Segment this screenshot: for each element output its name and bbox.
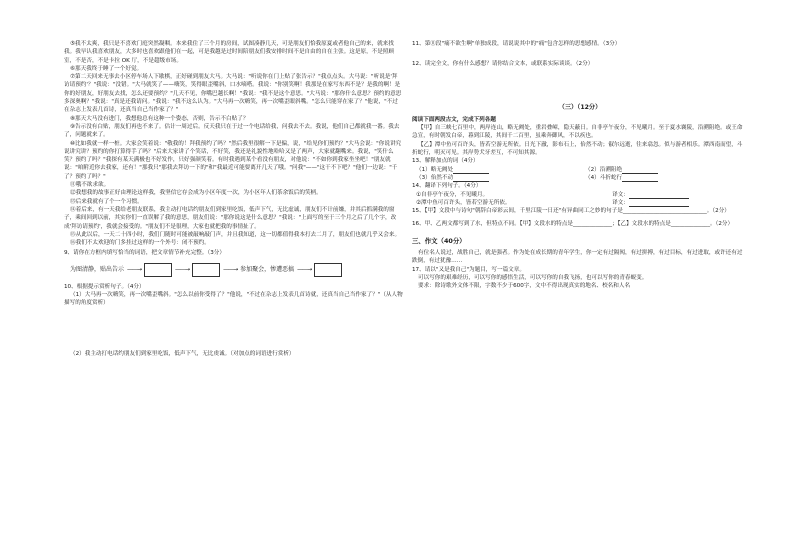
right-column bbox=[412, 40, 748, 291]
question-14: 14、翻译下列句子。（4分） bbox=[412, 183, 482, 190]
q14-item-2: ②潭中鱼可百许头，皆若空游无所依。 bbox=[416, 199, 511, 206]
answer-box-3[interactable] bbox=[314, 263, 342, 277]
q13-item-4: （4）斗折蛇行 bbox=[585, 174, 748, 182]
arrow-icon: ——→ bbox=[223, 265, 238, 273]
flow-mid-text: 参加聚会，惨遭恶搞 bbox=[240, 265, 295, 273]
story-paragraph-16: ⑯我们不太欢迎的门多挂过这样的一个外号：闭不预约。 bbox=[70, 240, 210, 247]
answer-blank[interactable] bbox=[629, 192, 689, 199]
answer-space-12[interactable] bbox=[412, 69, 748, 97]
story-paragraph-5: ⑤我不太爽，我只是不喜欢门庭突然凝咽。本来我住了三个月的房间，试图凑静几天，可是朋友们恰我原夏或者他自己的来，就来找我。我早认我喜欢朋友，大多时也喜欢跟他们在一起，可是我越是过时间陪朋友们我安排时间不是自由的自在主张。这是原，不是照顾室，不是否，不是卡拉 OK 厅，不是超级市场。 bbox=[64, 41, 395, 64]
answer-blank[interactable] bbox=[629, 200, 689, 207]
story-paragraph-9: ⑨告示没有白贴，朋友们再也不来了。估计一周过后。反天我只在于过一个电话给我，问我去不去。我说，他们自己都就我一番。我去了，问题就来了。 bbox=[64, 123, 400, 139]
story-paragraph-13: ⑬后来我就有了个一个习惯。 bbox=[70, 198, 143, 205]
question-16: 16、甲、乙两文都写到了水，但特点不同。【甲】文段水的特点是______________；【乙】文段水的特点是______________。（2分） bbox=[412, 221, 734, 228]
q14-item-1: ①自非亭午夜分，不见曦月。 bbox=[416, 191, 489, 198]
story-paragraph-14: ⑭着后来，有一天我给老朋友联系，我主动打电话约朋友们到家里吃饭，低声下气，无比虚诚，朋友们不计前嫌，并其后抓满我的窗子，乘间回到以前，其实你们一直误解了我的意思，朋友们说："那你说这是什么意思？"我说："上面写的至于三个月之后了几个字，改成'拜访请预约'，我就会接受的。"朋友们不是很理，大家也就把我的事情扯了。 bbox=[64, 206, 397, 230]
question-10-item-2: （2）我主动打电话约朋友们到家里吃饭，低声下气，无比虔诚。（对加点的词语进行赏析） bbox=[70, 350, 295, 357]
passage-yi: 【乙】潭中鱼可百许头，皆若空游无所依。日光下澈，影布石上，佁然不动；俶尔远逝，往来翕忽。似与游者相乐。潭西南而望，斗折蛇行，明灭可见。其岸势犬牙差互，不可知其源。 bbox=[412, 141, 743, 157]
answer-blank[interactable] bbox=[453, 167, 489, 174]
composition-intro: 有位名人说过，战胜自己，就是强者。作为处在成长期的青年学生，你一定有过隔阂，有过拼搏，有过目标，有过进取，或许还有过跌倒，有过犹豫…… bbox=[412, 250, 743, 265]
left-column bbox=[64, 40, 403, 358]
question-14-items bbox=[412, 191, 748, 208]
section-3-instruction: 阅读下面两段古文，完成下列各题 bbox=[412, 116, 496, 123]
answer-blank[interactable] bbox=[622, 175, 658, 182]
section-3-title: （三）（12分） bbox=[558, 103, 602, 111]
q14-label-2: 译文： bbox=[612, 199, 748, 207]
question-11: 11、第⑪段"痛不欲生啊"单独成段，请说说其中的"痛"包含怎样的思想感情。（3分） bbox=[412, 41, 621, 47]
composition-guidance: 可以写你的艰难经历，可以写你的感悟生活，可以写你的自我飞扬，也可以写你的青春蜕变。 bbox=[418, 274, 648, 281]
question-13-items bbox=[412, 166, 748, 183]
answer-box-2[interactable] bbox=[192, 263, 220, 277]
question-13: 13、解释加点的词（4分） bbox=[412, 158, 479, 165]
answer-blank[interactable] bbox=[453, 175, 489, 182]
composition-title: 三、作文（40分） bbox=[412, 236, 466, 245]
question-10: 10、根据提示赏析句子。（4分） bbox=[64, 283, 145, 290]
arrow-icon: ——→ bbox=[127, 265, 142, 273]
question-12: 12、读完全文，你有什么感想？请你结合文本，或联系实际谈谈。（2分） bbox=[412, 61, 594, 68]
story-paragraph-8: ⑧那天大马没有进门，我想他总有这种一个姿态，否则，告示不白贴了？ bbox=[70, 115, 249, 122]
q13-item-3: （3）佁然不动 bbox=[416, 174, 579, 182]
story-paragraph-15: ⑮从此以后，一天二十四小时，我们门随时可能被敲响敲门声，并且我知道，这一切都值得我本打去二月了，朋友们也就几乎又会来。 bbox=[70, 231, 401, 238]
story-paragraph-12: ⑫我想我的故事正好由理论这样我，我坚信它存会成为小区年度一次，为小区年人们茶余饭后的笑柄。 bbox=[70, 190, 322, 197]
arrow-icon: ——→ bbox=[297, 265, 312, 273]
passage-jia: 【甲】自三峡七百里中，两岸连山，略无阙处，重岩叠嶂，隐天蔽日。自非亭午夜分，不见曦月。至于夏水襄陵，沿溯阻绝。或王命急宣，有时朝发白帝，暮到江陵，其间千二百里，虽乘奔御风，不以疾也。 bbox=[412, 125, 743, 140]
question-9: 9、请你在方框内填写恰当的词语，把文章情节补充完整。（3分） bbox=[64, 250, 225, 257]
story-paragraph-10: ⑩比如我就一样一桩。大家会笑着说："敬我的！拜我预约了吗？"然后我里很解一下是偏，说，"给见你们预约？"大马会说："你说讲究说讲究讲？预约的你打算得手了吗？"后来大家讲了个笑话，不好笑，我还是礼貌性地哈哈又是了两声，大家就翻嘴来。我说，"笑什么笑？预约了吗？"我探有某天满极也不好发作，只好强颜笑着。有时我遇到某个看没有朋友，对他说："不如你到我家坐坐吧！"朋友就说："咱附近你去我家，还有！"那我只"那我去拜访一下的"和"我最近可能要离开几天了哦。"问我"——"这干不下吧？"他们一边说："千了？预约了吗？" bbox=[64, 140, 402, 180]
flow-start-text: 为图清静，贴出告示 bbox=[70, 265, 125, 273]
composition-requirements: 要求：除诗歌外文体不限，字数不少于600字，文中不得出现真实的地名、校名和人名 bbox=[418, 283, 631, 290]
answer-space-10-1[interactable] bbox=[64, 308, 403, 350]
question-15: 15、【甲】文段中与诗句"朝辞白帝彩云间，千里江陵一日还"有异曲同工之妙的句子是______________________________。（2分） bbox=[412, 208, 730, 215]
q14-label-1: 译文： bbox=[612, 191, 748, 199]
answer-space-11[interactable] bbox=[412, 48, 748, 60]
q13-item-2: （2）沿溯阻绝 bbox=[585, 166, 748, 174]
plot-flow bbox=[70, 263, 403, 277]
arrow-icon: ——→ bbox=[175, 265, 190, 273]
answer-box-1[interactable] bbox=[144, 263, 172, 277]
question-10-item-1: （1）大马再一次嗨笑，再一次嘴歪嘴斜。"怎么以前你受得了？"他说，"不过在杂志上发表几首诗就，还真当自己当作家了？"（从人物描写的角度赏析） bbox=[64, 292, 403, 307]
story-paragraph-6: ⑥那天我终于睡了一个好觉。 bbox=[70, 65, 143, 72]
story-paragraph-7: ⑦第二天回来无事去小区停车场人下歇棋，正好碰到朋友大马。大马说："听说你在门上贴了张告示？"我点点头。大马说："听说是'拜访请预约'？"我说："没错。"大马就笑了——嗨笑，笑得眼歪嘴斜，口水嘀嗒。我说："你别笑啊！我那是在家写东西不是？是我的啊！是你的好朋友，好朋友去找，怎么还要预约？"几天不见，你嘴巴越长啊！"我说："我不是这个意思。"大马说："那你什么意思？预约的意思多深奥啊？"我说："真是还我请问。"我说："我不这么认为。"大马再一次嗨笑，再一次嘴歪眼斜嘴。"怎么只能穿在家了？"他说，"不过在杂志上发表几首诗，还真当自己当作家了？" bbox=[64, 74, 402, 114]
story-paragraph-11: ⑪哦不欲求欲。 bbox=[70, 182, 110, 189]
question-17: 17、请以"又是我自己"为题目，写一篇文章。 bbox=[412, 266, 525, 273]
q13-item-1: （1）略无阙处 bbox=[416, 166, 579, 174]
answer-blank[interactable] bbox=[622, 167, 658, 174]
